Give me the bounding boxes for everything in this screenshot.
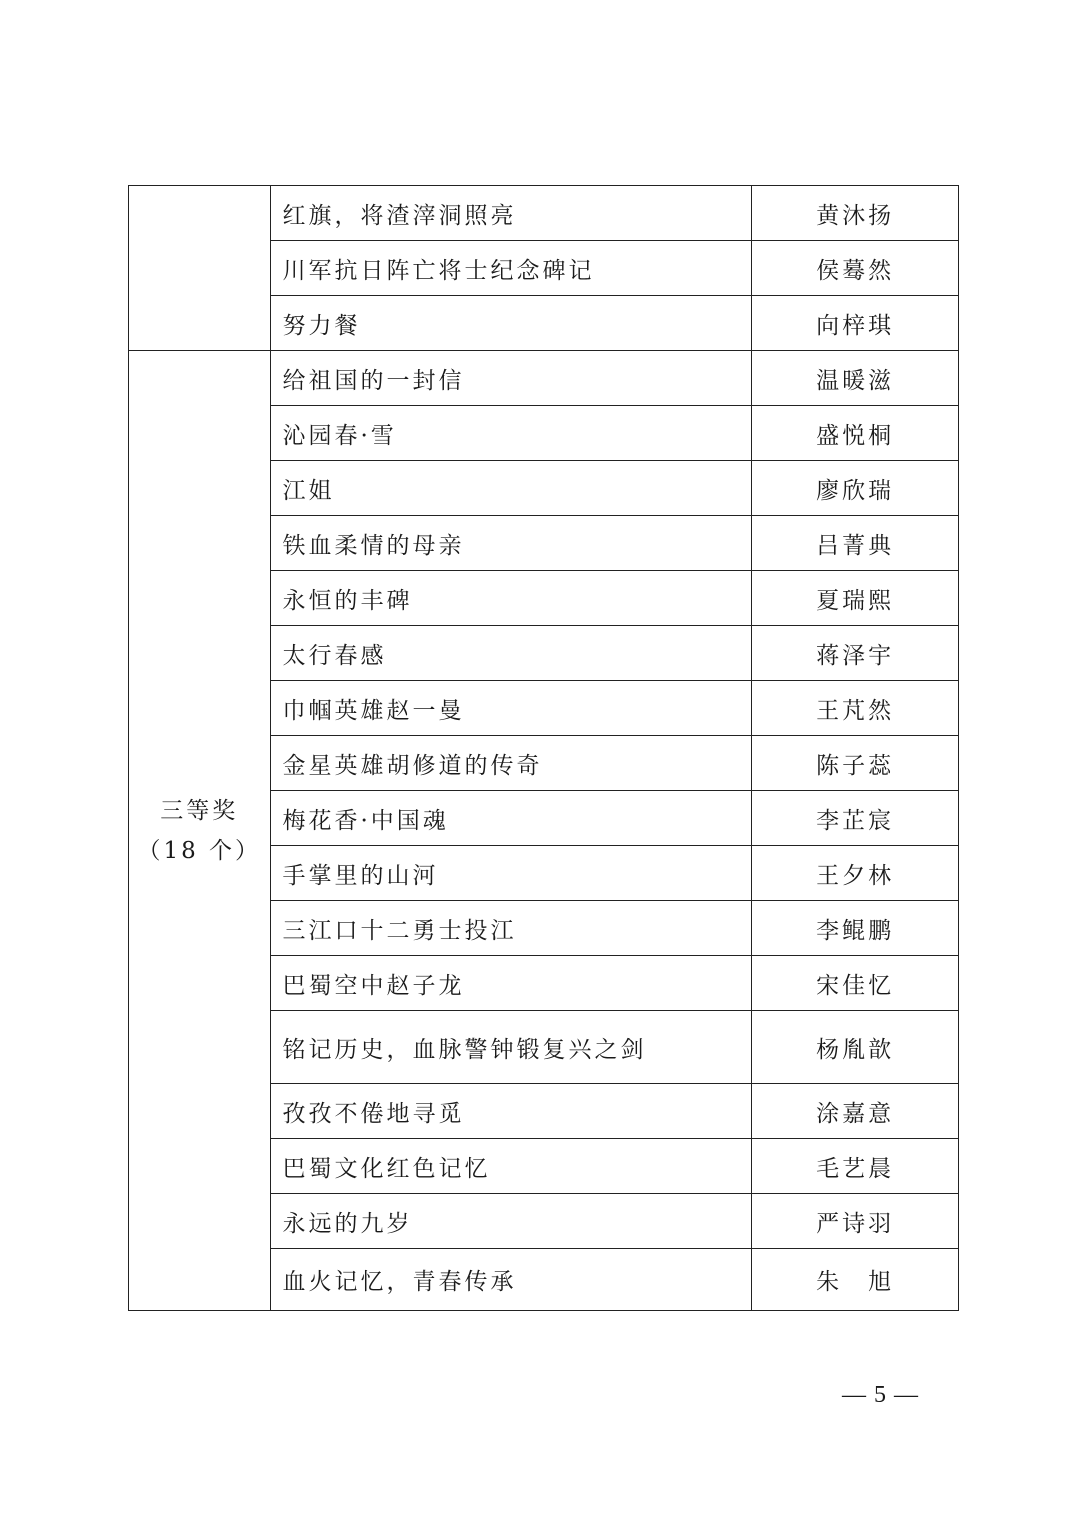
work-title: 手掌里的山河	[270, 846, 752, 901]
table-body	[129, 186, 959, 1311]
work-title: 巴蜀文化红色记忆	[270, 1139, 752, 1194]
table-row	[129, 351, 959, 406]
author-name: 夏瑞熙	[752, 571, 959, 626]
author-name: 王芃然	[752, 681, 959, 736]
author-name: 朱 旭	[752, 1249, 959, 1311]
author-name: 宋佳忆	[752, 956, 959, 1011]
author-name: 向梓琪	[752, 296, 959, 351]
author-name: 温暖滋	[752, 351, 959, 406]
work-title: 铁血柔情的母亲	[270, 516, 752, 571]
work-title: 三江口十二勇士投江	[270, 901, 752, 956]
work-title: 巴蜀空中赵子龙	[270, 956, 752, 1011]
author-name: 王夕林	[752, 846, 959, 901]
work-title: 金星英雄胡修道的传奇	[270, 736, 752, 791]
work-title: 巾帼英雄赵一曼	[270, 681, 752, 736]
work-title: 太行春感	[270, 626, 752, 681]
author-name: 杨胤歆	[752, 1011, 959, 1084]
author-name: 严诗羽	[752, 1194, 959, 1249]
work-title: 江姐	[270, 461, 752, 516]
work-title: 血火记忆，青春传承	[270, 1249, 752, 1311]
page-number: — 5 —	[842, 1382, 919, 1408]
author-name: 毛艺晨	[752, 1139, 959, 1194]
work-title: 努力餐	[270, 296, 752, 351]
work-title: 永远的九岁	[270, 1194, 752, 1249]
work-title: 铭记历史，血脉警钟锻复兴之剑	[270, 1011, 752, 1084]
work-title: 孜孜不倦地寻觅	[270, 1084, 752, 1139]
author-name: 廖欣瑞	[752, 461, 959, 516]
author-name: 盛悦桐	[752, 406, 959, 461]
author-name: 侯蓦然	[752, 241, 959, 296]
author-name: 吕菁典	[752, 516, 959, 571]
category-label: 三等奖	[160, 797, 239, 824]
award-table	[128, 185, 959, 1311]
category-count: （18 个）	[137, 837, 262, 864]
work-title: 川军抗日阵亡将士纪念碑记	[270, 241, 752, 296]
author-name: 涂嘉意	[752, 1084, 959, 1139]
table-row	[129, 186, 959, 241]
author-name: 陈子蕊	[752, 736, 959, 791]
work-title: 永恒的丰碑	[270, 571, 752, 626]
work-title: 给祖国的一封信	[270, 351, 752, 406]
work-title: 梅花香·中国魂	[270, 791, 752, 846]
work-title: 红旗，将渣滓洞照亮	[270, 186, 752, 241]
author-name: 黄沐扬	[752, 186, 959, 241]
author-name: 蒋泽宇	[752, 626, 959, 681]
author-name: 李鲲鹏	[752, 901, 959, 956]
work-title: 沁园春·雪	[270, 406, 752, 461]
author-name: 李芷宸	[752, 791, 959, 846]
category-cell-third-prize	[129, 351, 271, 1311]
category-cell-empty	[129, 186, 271, 351]
